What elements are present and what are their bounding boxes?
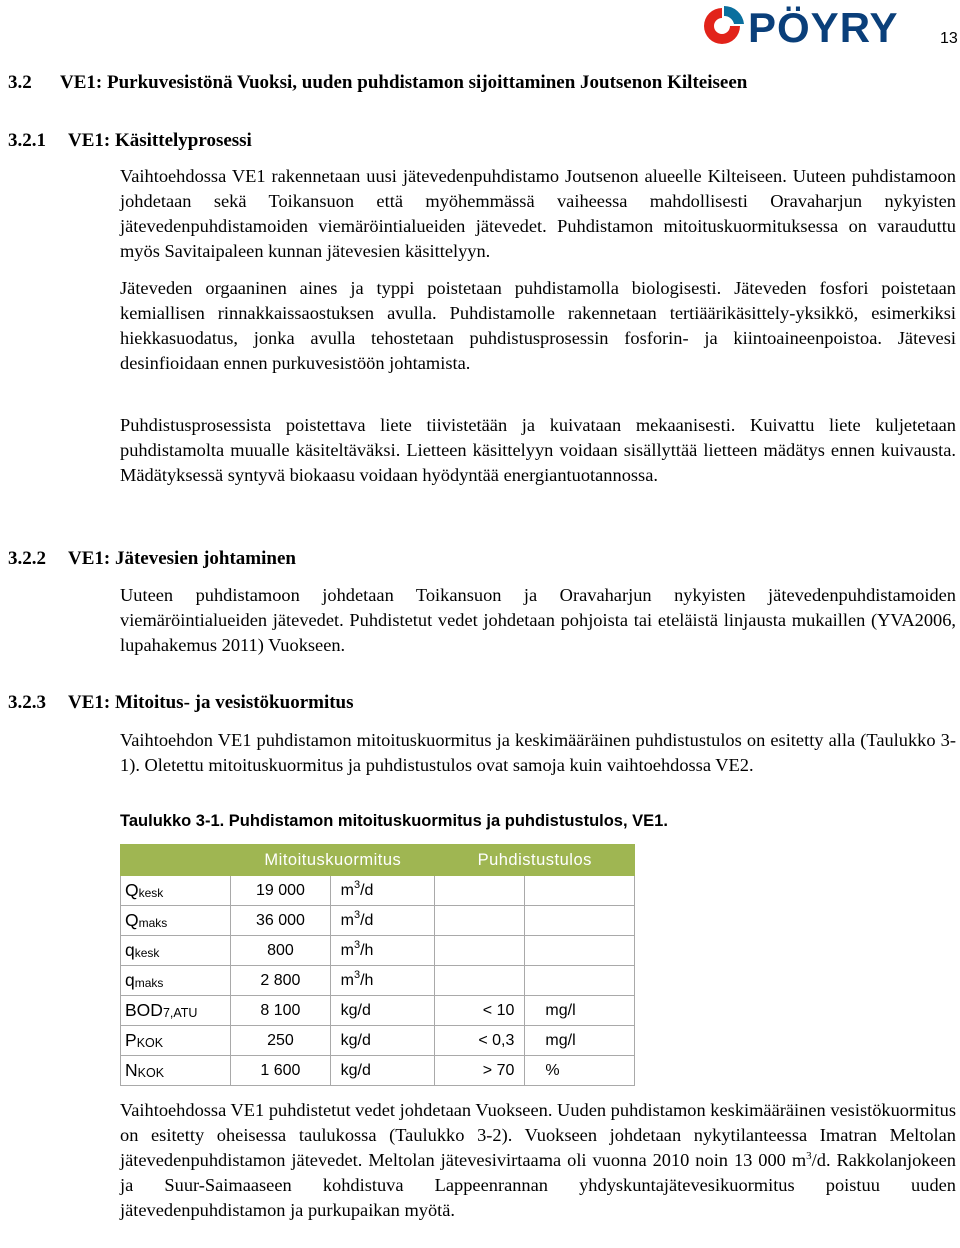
paragraph-water-load: Vaihtoehdossa VE1 puhdistetut vedet johdetaan Vuokseen. Uuden puhdistamon keskimääräinen vesistökuormitus on esitetty oheisessa taulukossa (Taulukko 3-2). Vuokseen johdetaan nykytilanteessa Imatran Meltolan jätevedenpuhdistamon jätevedet. Meltolan jätevesivirtaama oli vuonna 2010 noin 13 000 $m^3/d$. Rakkolanjokeen ja Suur-Saimaaseen kohdistuva Lappeenrannan yhdyskuntajätevesikuormitus poistuu uuden jätevedenpuhdistamon ja purkupaikan myötä.: [120, 1100, 956, 1220]
table-row: $BOD_{7,ATU}$ 8 100 kg/d < 10 mg/l: [121, 996, 635, 1026]
table-caption: Taulukko 3-1. Puhdistamon mitoituskuormitus ja puhdistustulos, VE1.: [120, 812, 668, 830]
dimensioning-table: [120, 844, 635, 1086]
logo-text: PÖYRY: [748, 4, 899, 50]
table-row: $Q_{maks}$ 36 000 $m^3/d$: [121, 906, 635, 936]
section-heading-3-2: 3.2 VE1: Purkuvesistönä Vuoksi, uuden puhdistamon sijoittaminen Joutsenon Kilteiseen: [8, 72, 748, 93]
poyry-emblem-icon: [704, 6, 744, 44]
section-heading-3-2-1: 3.2.1 VE1: Käsittelyprosessi: [8, 130, 252, 151]
table-row: $Q_{kesk}$ 19 000 $m^3/d$: [121, 876, 635, 906]
paragraph-sludge: Puhdistusprosessista poistettava liete tiivistetään ja kuivataan mekaanisesti. Kuivattu liete kuljetetaan puhdistamolta muualle käsiteltäväksi. Lietteen käsittelyyn voidaan sisällyttää lietteen mädätys ennen kuivausta. Mädätyksessä syntyvä biokaasu voidaan hyödyntää energiantuotannossa.: [120, 415, 956, 485]
paragraph-process-intro: Vaihtoehdossa VE1 rakennetaan uusi jätevedenpuhdistamo Joutsenon alueelle Kilteiseen. Uuteen puhdistamoon johdetaan sekä Toikansuon että myöhemmässä vaiheessa mahdollisesti Oravaharjun nykyisten jätevedenpuhdistamoiden viemäröintialueiden jätevedet. Puhdistamon mitoituskuormituksessa on varauduttu myös Savitaipaleen kunnan jätevesien käsittelyyn.: [120, 166, 956, 261]
table-row: $N_{KOK}$ 1 600 kg/d > 70 %: [121, 1056, 635, 1086]
section-heading-3-2-3: 3.2.3 VE1: Mitoitus- ja vesistökuormitus: [8, 692, 354, 713]
paragraph-process-removal: Jäteveden orgaaninen aines ja typpi poistetaan puhdistamolla biologisesti. Jäteveden fosfori poistetaan kemiallisen rinnakkaissaostuksen avulla. Puhdistamolle rakennetaan tertiäärikäsittely-yksikkö, esimerkiksi hiekkasuodatus, jonka avulla tehostetaan puhdistusprosessin fosforin- ja kiintoaineenpoistoa. Jätevesi desinfioidaan ennen purkuvesistöön johtamista.: [120, 278, 956, 373]
paragraph-discharge: Uuteen puhdistamoon johdetaan Toikansuon ja Oravaharjun nykyisten jätevedenpuhdistamoiden viemäröintialueiden jätevedet. Puhdistetut vedet johdetaan pohjoista tai eteläistä linjausta mukaillen (YVA2006, lupahakemus 2011) Vuokseen.: [120, 585, 956, 655]
header-mitoituskuormitus: Mitoituskuormitus: [231, 845, 435, 876]
page-number: 13: [940, 30, 958, 47]
header-puhdistustulos: Puhdistustulos: [435, 845, 635, 876]
paragraph-dimensioning: Vaihtoehdon VE1 puhdistamon mitoituskuormitus ja keskimääräinen puhdistustulos on esitetty alla (Taulukko 3-1). Oletettu mitoituskuormitus ja puhdistustulos ovat samoja kuin vaihtoehdossa VE2.: [120, 730, 956, 775]
section-heading-3-2-2: 3.2.2 VE1: Jätevesien johtaminen: [8, 548, 296, 569]
table-header-row: [121, 845, 635, 876]
table-row: $q_{maks}$ 2 800 $m^3/h$: [121, 966, 635, 996]
table-row: $P_{KOK}$ 250 kg/d < 0,3 mg/l: [121, 1026, 635, 1056]
table-row: $q_{kesk}$ 800 $m^3/h$: [121, 936, 635, 966]
poyry-logo: [700, 2, 940, 50]
